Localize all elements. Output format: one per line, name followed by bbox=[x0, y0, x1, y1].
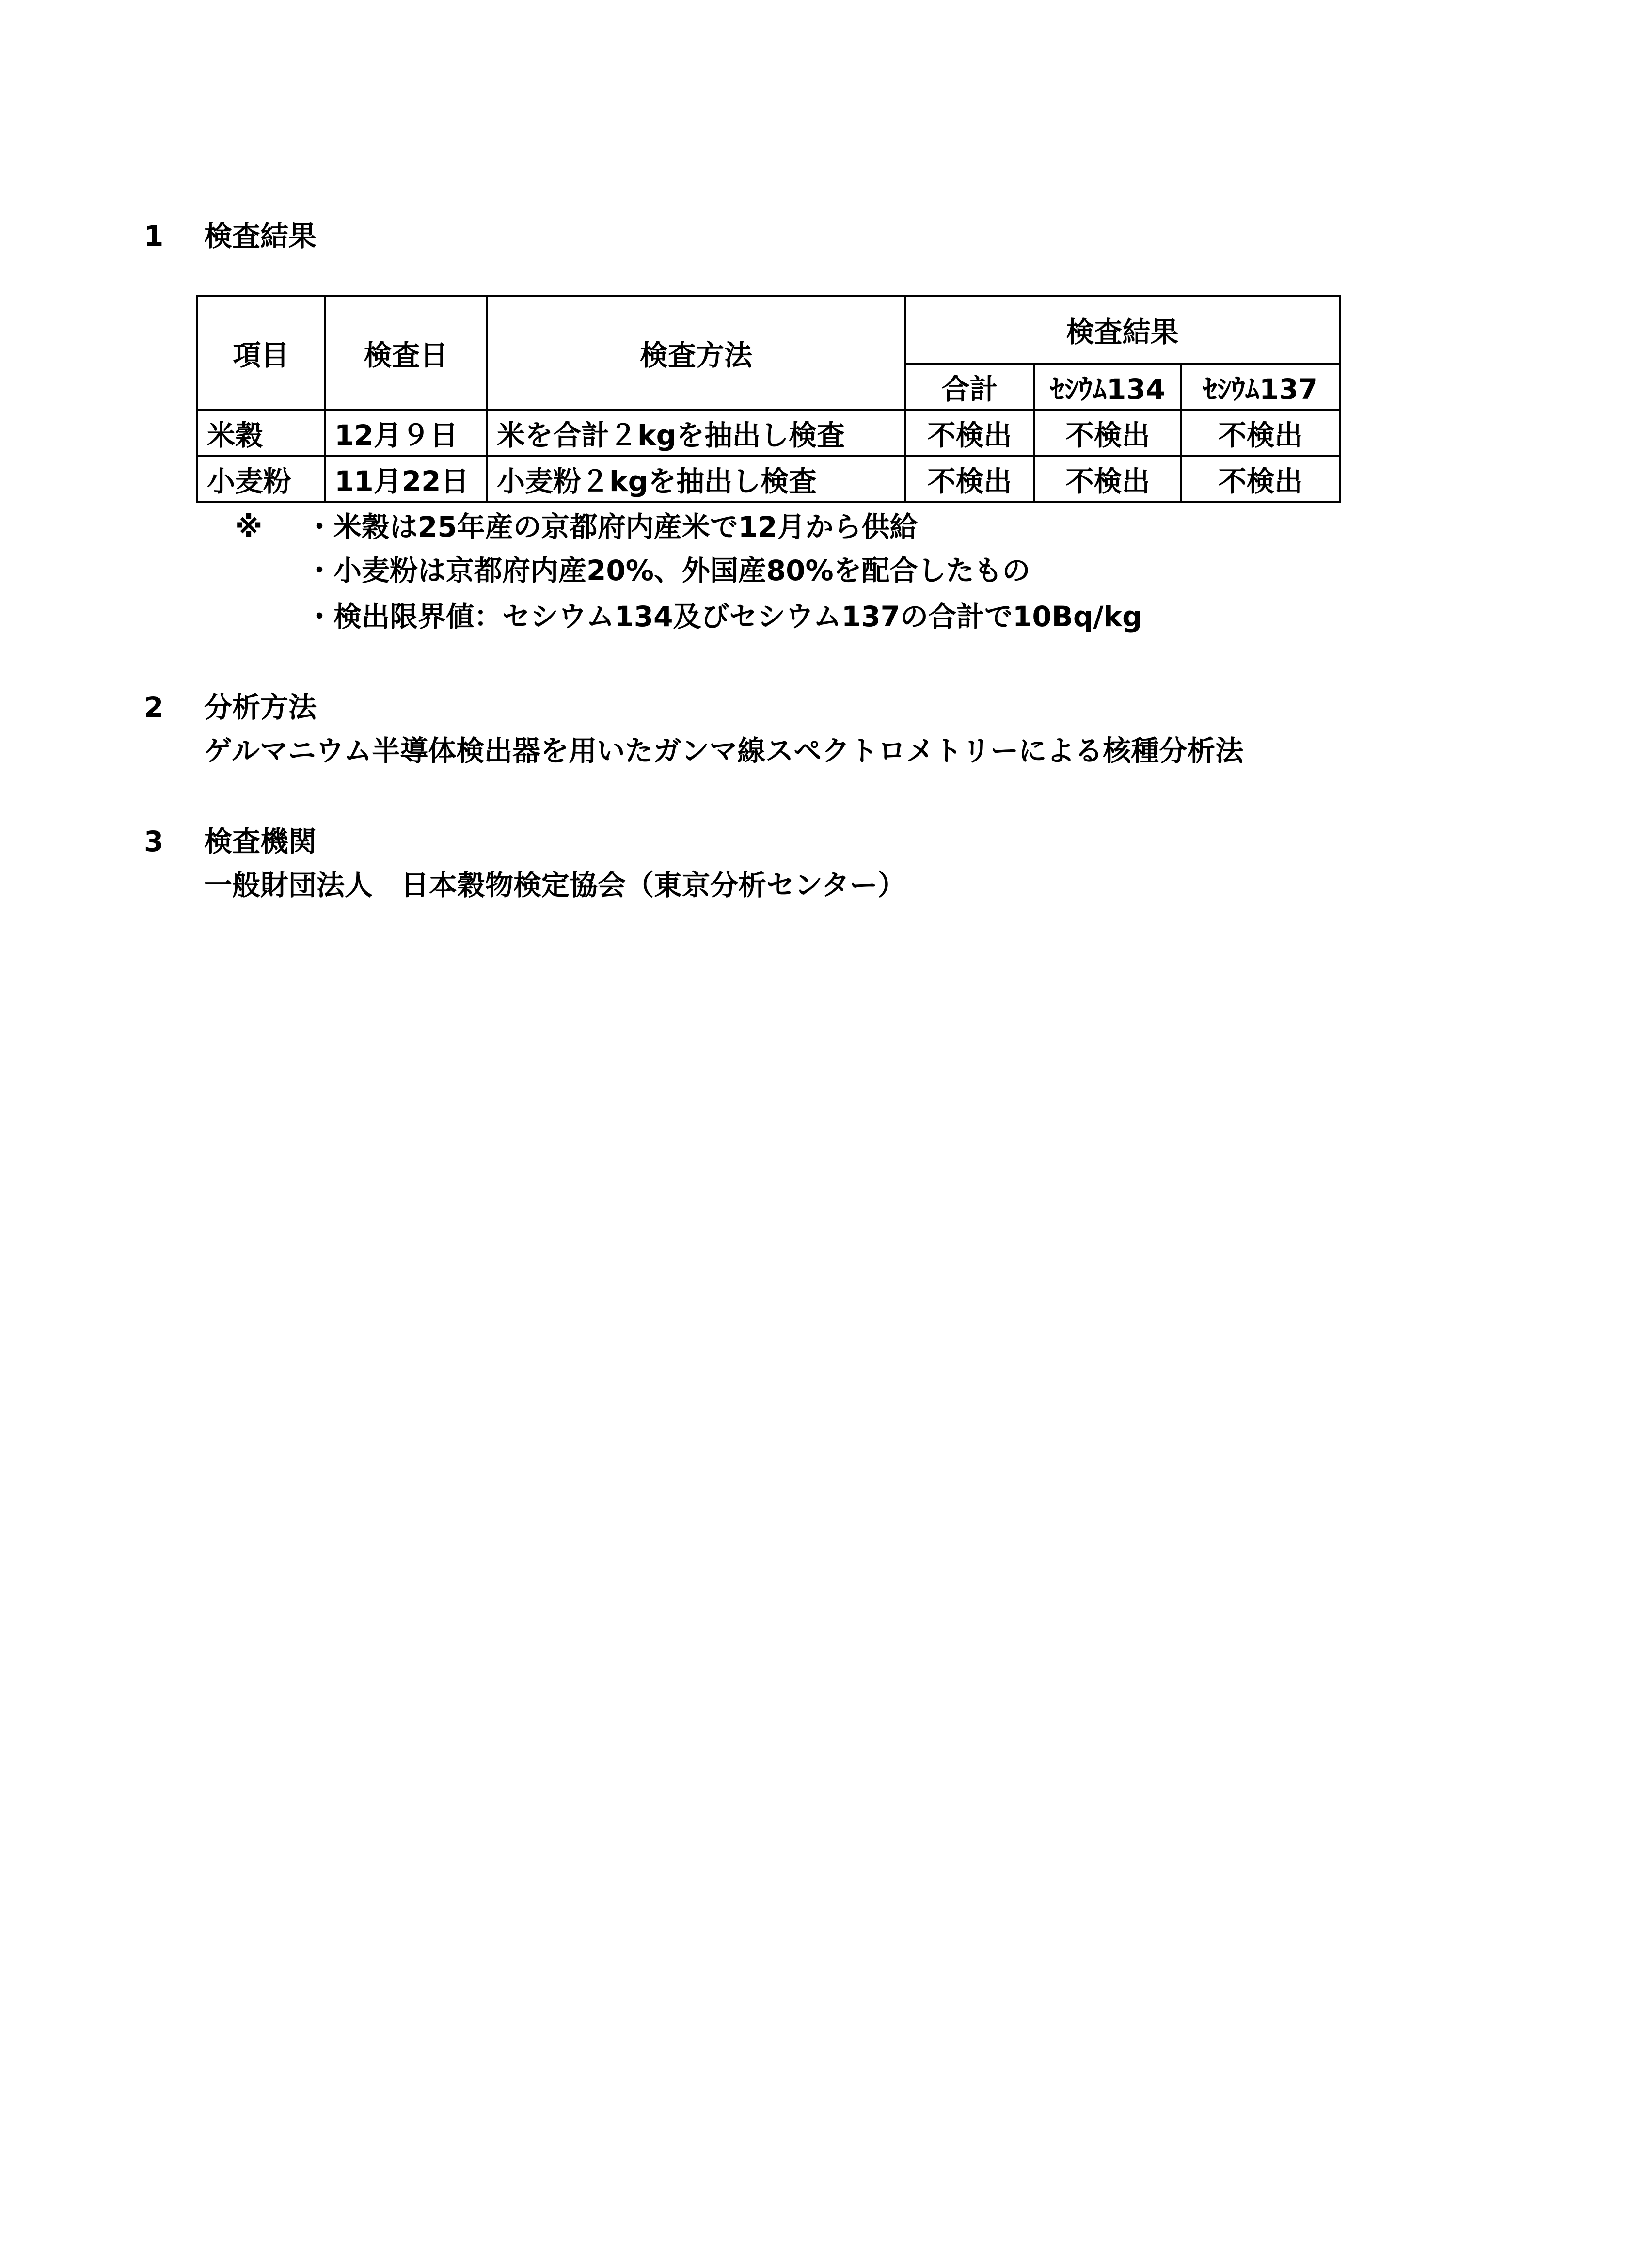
cell-item: 小麦粉 bbox=[197, 456, 325, 502]
cell-method: 小麦粉２kgを抽出し検査 bbox=[487, 456, 905, 502]
header-cs137: ｾｼｳﾑ137 bbox=[1181, 364, 1340, 410]
section-title: 検査機関 bbox=[204, 825, 317, 858]
table-row bbox=[197, 410, 1340, 456]
cell-cs137: 不検出 bbox=[1181, 456, 1340, 502]
header-cs134: ｾｼｳﾑ134 bbox=[1034, 364, 1181, 410]
section-number: 1 bbox=[144, 220, 164, 253]
note-item: ・検出限界値：セシウム134及びセシウム137の合計で10Bq/kg bbox=[305, 600, 1142, 633]
section-title: 検査結果 bbox=[204, 220, 317, 253]
section-number: 3 bbox=[144, 825, 164, 858]
note-mark: ※ bbox=[235, 510, 263, 543]
table-header-row bbox=[197, 296, 1340, 364]
cell-item: 米穀 bbox=[197, 410, 325, 456]
cell-cs134: 不検出 bbox=[1034, 456, 1181, 502]
cell-date: 11月22日 bbox=[325, 456, 487, 502]
note-item: ・小麦粉は京都府内産20%、外国産80%を配合したもの bbox=[305, 554, 1030, 587]
header-total: 合計 bbox=[905, 364, 1034, 410]
header-method: 検査方法 bbox=[487, 296, 905, 410]
cell-method: 米を合計２kgを抽出し検査 bbox=[487, 410, 905, 456]
header-date: 検査日 bbox=[325, 296, 487, 410]
section-3-body: 一般財団法人 日本穀物検定協会（東京分析センター） bbox=[204, 869, 906, 902]
cell-total: 不検出 bbox=[905, 456, 1034, 502]
inspection-results-table bbox=[196, 295, 1341, 503]
cell-date: 12月９日 bbox=[325, 410, 487, 456]
section-title: 分析方法 bbox=[204, 691, 317, 724]
section-2-body: ゲルマニウム半導体検出器を用いたガンマ線スペクトロメトリーによる核種分析法 bbox=[204, 734, 1244, 767]
header-item: 項目 bbox=[197, 296, 325, 410]
table-row bbox=[197, 456, 1340, 502]
cell-cs134: 不検出 bbox=[1034, 410, 1181, 456]
section-number: 2 bbox=[144, 691, 164, 724]
cell-total: 不検出 bbox=[905, 410, 1034, 456]
note-item: ・米穀は25年産の京都府内産米で12月から供給 bbox=[305, 510, 918, 543]
cell-cs137: 不検出 bbox=[1181, 410, 1340, 456]
header-results-group: 検査結果 bbox=[905, 296, 1340, 364]
